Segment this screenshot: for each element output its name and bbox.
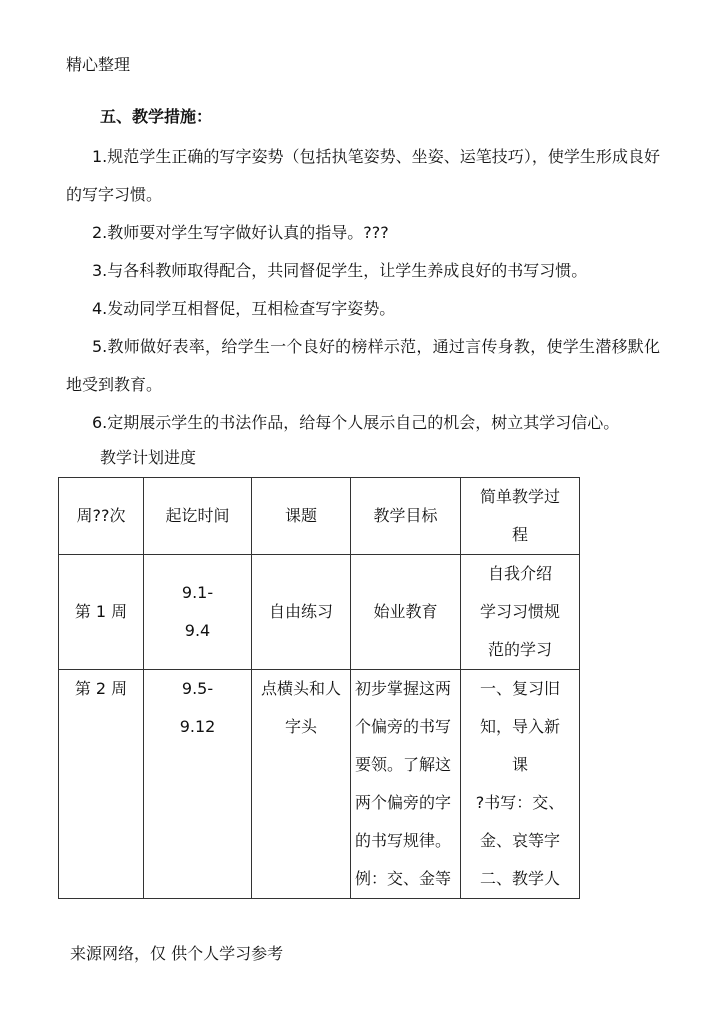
cell-line: 9.1- — [181, 583, 214, 602]
table-header-row — [59, 478, 580, 555]
cell-dates — [144, 670, 252, 899]
cell-line: 一、复习旧 — [479, 679, 560, 698]
cell-dates — [144, 555, 252, 670]
cell-line: 的书写规律。 — [355, 831, 452, 850]
cell-line: 知，导入新 — [479, 717, 560, 736]
cell-line: 金、哀等字 — [479, 831, 560, 850]
cell-line: 9.12 — [179, 717, 216, 736]
cell-line: 学习习惯规 — [479, 602, 560, 621]
page-header: 精心整理 — [66, 55, 131, 74]
cell-goal — [351, 555, 461, 670]
table-caption: 教学计划进度 — [100, 448, 197, 467]
cell-line: 二、教学人 — [479, 869, 560, 888]
measure-item: 1.规范学生正确的写字姿势（包括执笔姿势、坐姿、运笔技巧），使学生形成良好的写字习惯。 — [66, 147, 660, 204]
cell-process — [461, 670, 580, 899]
measure-item: 5.教师做好表率，给学生一个良好的榜样示范，通过言传身教，使学生潜移默化地受到教育。 — [66, 337, 660, 394]
section-title: 五、教学措施： — [100, 107, 213, 126]
cell-topic — [252, 555, 351, 670]
page-footer: 来源网络，仅 供个人学习参考 — [70, 944, 284, 963]
measure-item: 4.发动同学互相督促，互相检查写字姿势。 — [92, 299, 396, 318]
cell-line: 两个偏旁的字 — [355, 793, 452, 812]
cell-line: 范的学习 — [487, 640, 552, 659]
cell-line: 自我介绍 — [487, 564, 552, 583]
cell-week: 第 2 周 — [59, 670, 144, 899]
header-dates: 起讫时间 — [144, 478, 252, 555]
measure-item: 2.教师要对学生写字做好认真的指导。??? — [92, 223, 389, 242]
header-process — [461, 478, 580, 555]
header-topic: 课题 — [252, 478, 351, 555]
cell-line: 9.4 — [184, 621, 211, 640]
table-row — [59, 670, 580, 899]
measure-item: 3.与各科教师取得配合，共同督促学生，让学生养成良好的书写习惯。 — [92, 261, 588, 280]
cell-line: 初步掌握这两 — [355, 679, 452, 698]
cell-topic — [252, 670, 351, 899]
measure-item: 6.定期展示学生的书法作品，给每个人展示自己的机会，树立其学习信心。 — [92, 413, 620, 432]
cell-line: ?书写：交、 — [475, 793, 565, 812]
cell-line: 例：交、金等 — [355, 869, 452, 888]
header-goal: 教学目标 — [351, 478, 461, 555]
cell-line: 字头 — [284, 717, 317, 736]
cell-line: 9.5- — [181, 679, 214, 698]
cell-line: 课 — [511, 755, 528, 774]
header-process-line: 程 — [511, 525, 528, 544]
table-row — [59, 555, 580, 670]
cell-line: 始业教育 — [373, 602, 438, 621]
cell-process — [461, 555, 580, 670]
cell-goal — [351, 670, 461, 899]
cell-line: 个偏旁的书写 — [355, 717, 452, 736]
cell-line: 自由练习 — [268, 602, 333, 621]
cell-week: 第 1 周 — [59, 555, 144, 670]
measures-list — [66, 138, 660, 442]
teaching-plan-table — [58, 477, 580, 899]
cell-line: 点横头和人 — [260, 679, 341, 698]
header-week: 周??次 — [59, 478, 144, 555]
cell-line: 要领。了解这 — [355, 755, 452, 774]
header-process-line: 简单教学过 — [479, 487, 560, 506]
